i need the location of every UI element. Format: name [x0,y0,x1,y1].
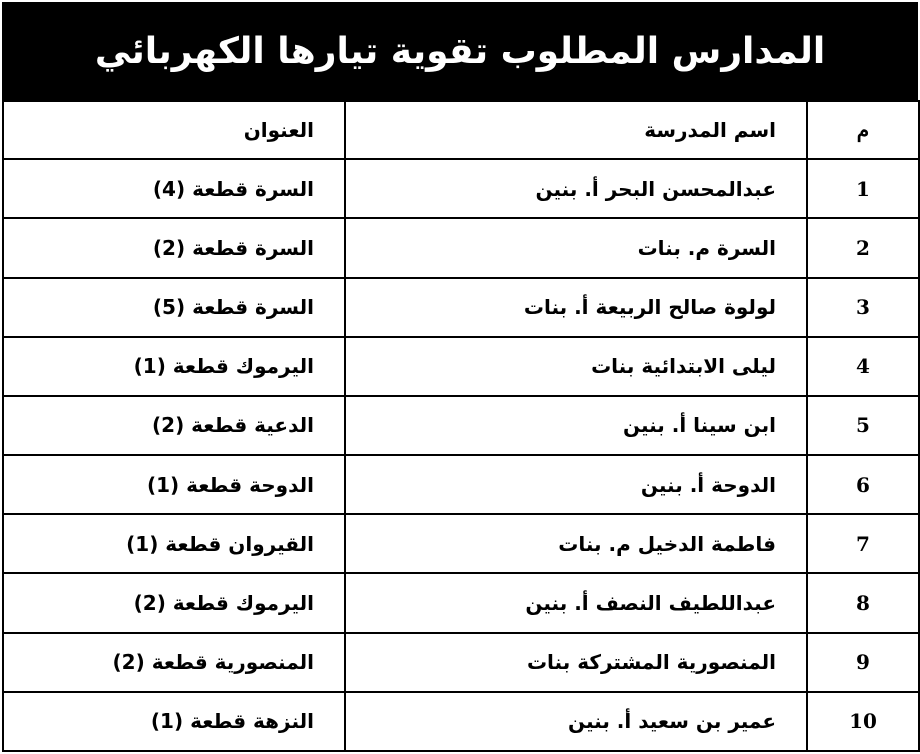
row-number-cell: 5 [807,396,919,455]
address-cell: اليرموك قطعة (1) [3,337,345,396]
table-row [3,692,919,751]
row-number-cell: 2 [807,218,919,277]
address-cell: القيروان قطعة (1) [3,514,345,573]
row-number-cell: 9 [807,633,919,692]
row-number-cell: 8 [807,573,919,632]
school-name-cell: الدوحة أ. بنين [345,455,807,514]
school-name-cell: السرة م. بنات [345,218,807,277]
school-name-cell: عبدالمحسن البحر أ. بنين [345,159,807,218]
table-row [3,218,919,277]
school-name-cell: ليلى الابتدائية بنات [345,337,807,396]
row-number-cell: 1 [807,159,919,218]
school-name-cell: لولوة صالح الربيعة أ. بنات [345,278,807,337]
row-number-cell: 10 [807,692,919,751]
address-cell: الدوحة قطعة (1) [3,455,345,514]
row-number-cell: 3 [807,278,919,337]
row-number-cell: 7 [807,514,919,573]
table-row [3,514,919,573]
school-name-cell: ابن سينا أ. بنين [345,396,807,455]
table-row [3,633,919,692]
school-name-cell: فاطمة الدخيل م. بنات [345,514,807,573]
address-cell: المنصورية قطعة (2) [3,633,345,692]
address-cell: السرة قطعة (2) [3,218,345,277]
table-row [3,455,919,514]
address-cell: اليرموك قطعة (2) [3,573,345,632]
table-row [3,278,919,337]
school-name-cell: عبداللطيف النصف أ. بنين [345,573,807,632]
address-cell: السرة قطعة (4) [3,159,345,218]
table-row [3,573,919,632]
school-name-cell: المنصورية المشتركة بنات [345,633,807,692]
table-header-row [3,101,919,159]
address-cell: السرة قطعة (5) [3,278,345,337]
table-row [3,337,919,396]
schools-table [2,100,920,752]
address-cell: الدعية قطعة (2) [3,396,345,455]
page-title: المدارس المطلوب تقوية تيارها الكهربائي [2,2,918,100]
header-number: م [807,101,919,159]
address-cell: النزهة قطعة (1) [3,692,345,751]
row-number-cell: 4 [807,337,919,396]
row-number-cell: 6 [807,455,919,514]
school-name-cell: عمير بن سعيد أ. بنين [345,692,807,751]
table-row [3,396,919,455]
header-address: العنوان [3,101,345,159]
table-row [3,159,919,218]
header-school-name: اسم المدرسة [345,101,807,159]
